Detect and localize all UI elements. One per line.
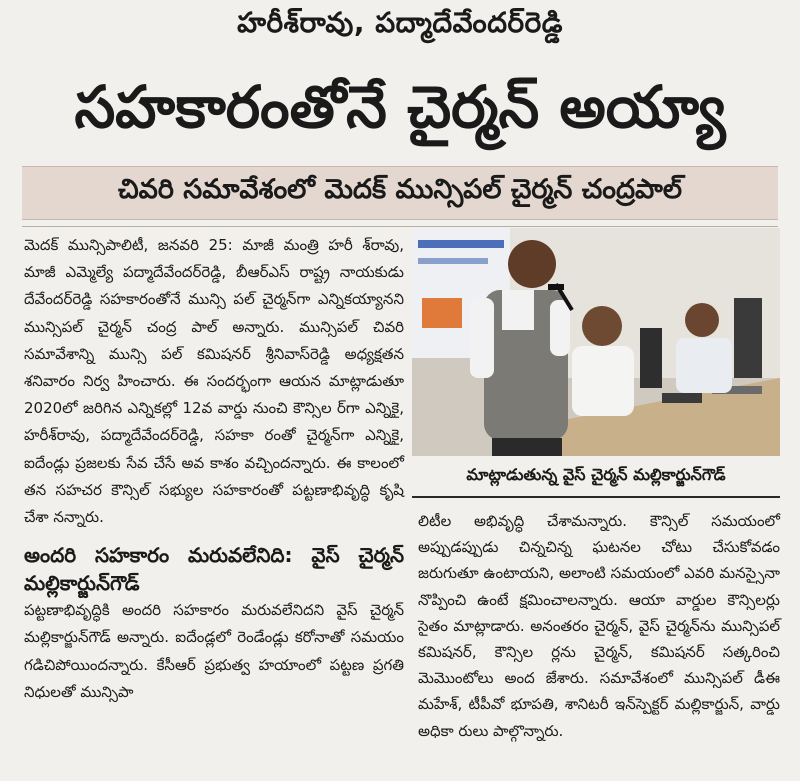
body-paragraph-3: లిటీల అభివృద్ధి చేశామన్నారు. కౌన్సిల్ సమయంలో అప్పుడప్పుడు చిన్నచిన్న ఘటనల చోటు చేసుకోవడం జరుగుతూ ఉంటాయని, అలాంటి సమయంలో ఎవరి మనస్సైనా నొప్పించి ఉంటే క్షమించాలన్నారు. ఆయా వార్డుల కౌన్సిలర్లు సైతం మాట్లాడారు. అనంతరం చైర్మన్, వైస్ చైర్మన్‌ను మున్సిపల్ కమిషనర్, కౌన్సిల ర్లను చైర్మన్, కమిషనర్ సత్కరించి మెమొంటోలు అంద జేశారు. సమావేశంలో మున్సిపల్ డీఈ మహేశ్, టీపీవో భూపతి, శానిటరీ ఇన్‌స్పెక్టర్ మల్లికార్జున్, వార్డు అధికా రులు పాల్గొన్నారు. xyxy=(418,512,780,740)
subheadline-band xyxy=(22,166,778,220)
crosshead: అందరి సహకారం మరువలేనిది: వైస్ చైర్మన్ మల్లికార్జున్‌గౌడ్ xyxy=(24,543,404,596)
subheadline: చివరి సమావేశంలో మెదక్ మున్సిపల్ చైర్మన్ చంద్రపాల్ xyxy=(117,174,683,205)
news-photo xyxy=(412,228,780,456)
kicker: హరీశ్‌రావు, పద్మాదేవేందర్‌రెడ్డి xyxy=(237,6,563,39)
headline: సహకారంతోనే చైర్మన్ అయ్యా xyxy=(74,73,726,141)
photo-caption: మాట్లాడుతున్న వైస్ చైర్మన్ మల్లికార్జున్‌గౌడ్ xyxy=(412,456,780,498)
divider xyxy=(22,226,778,227)
article-column-right xyxy=(418,508,780,744)
article-column-left xyxy=(24,232,404,706)
body-paragraph-1: మెదక్ మున్సిపాలిటీ, జనవరి 25: మాజీ మంత్రి హరీ శ్‌రావు, మాజీ ఎమ్మెల్యే పద్మాదేవేందర్‌రెడ్డి, బీఆర్‌ఎస్ రాష్ట్ర నాయకుడు దేవేందర్‌రెడ్డి సహకారంతోనే మున్సి పల్ చైర్మన్‌గా ఎన్నికయ్యానని మున్సిపల్ చైర్మన్ చంద్ర పాల్ అన్నారు. మున్సిపల్ చివరి సమావేశాన్ని మున్సి పల్ కమిషనర్ శ్రీనివాస్‌రెడ్డి అధ్యక్షతన శనివారం నిర్వ హించారు. ఈ సందర్భంగా ఆయన మాట్లాడుతూ 2020లో జరిగిన ఎన్నికల్లో 12వ వార్డు నుంచి కౌన్సిల ర్‌గా ఎన్నికై, హరీశ్‌రావు, పద్మాదేవేందర్‌రెడ్డి, సహకా రంతో చైర్మన్‌గా ఎన్నికై, ఐదేండ్లు ప్రజలకు సేవ చేసే అవ కాశం వచ్చిందన్నారు. ఈ కాలంలో తన సహచర కౌన్సిల్ సభ్యుల సహకారంతో పట్టణాభివృద్ధి కృషి చేశా నన్నారు. xyxy=(24,236,404,527)
body-paragraph-2: పట్టణాభివృద్ధికి అందరి సహకారం మరువలేనిదని వైస్ చైర్మన్ మల్లికార్జున్‌గౌడ్ అన్నారు. ఐదేండ్లలో రెండేండ్లు కరోనాతో సమయం గడిచిపోయిందన్నారు. కేసీఆర్ ప్రభుత్వ హయాంలో పట్టణ ప్రగతి నిధులతో మున్సిపా xyxy=(24,601,404,701)
